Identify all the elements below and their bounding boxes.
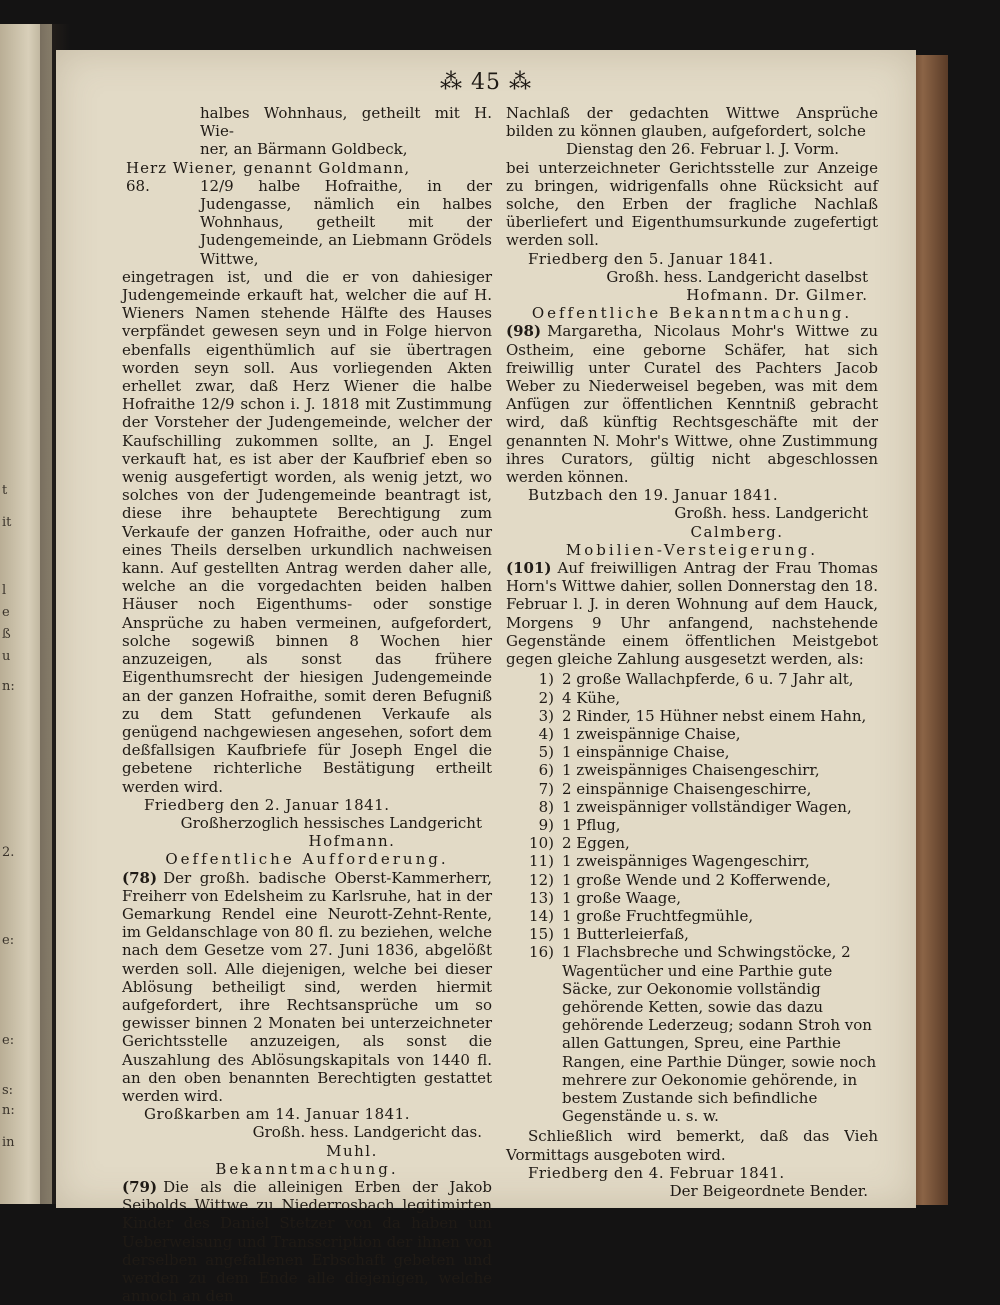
ornament-left: ⁂: [440, 70, 471, 95]
prev-page-fragment: l: [2, 583, 7, 598]
notice-79-signature-names: Hofmann. Dr. Gilmer.: [686, 286, 868, 305]
prev-page-fragment: in: [2, 1135, 15, 1150]
auction-item-number: 5): [538, 743, 554, 762]
auction-item-number: 15): [529, 925, 554, 944]
auction-item-number: 4): [538, 724, 554, 743]
notice-98-signature-court: Großh. hess. Landgericht: [674, 504, 868, 523]
auction-item-text: 1 einspännige Chaise,: [562, 743, 730, 762]
notice-101-heading: Mobilien-Versteigerung.: [565, 540, 819, 559]
prev-page-fragment: 2.: [2, 845, 15, 860]
notice-78-signature-name: Muhl.: [326, 1141, 378, 1160]
notice-68-signature-court: Großherzoglich hessisches Landgericht: [180, 813, 482, 832]
auction-item: [506, 689, 878, 707]
auction-item-text: 2 Rinder, 15 Hühner nebst einem Hahn,: [562, 706, 867, 725]
notice-79-body: [122, 1178, 492, 1305]
auction-item-text: 1 große Waage,: [562, 888, 682, 907]
auction-item: [506, 907, 878, 925]
auction-item-text: 1 Pflug,: [562, 815, 621, 834]
auction-item-text: 4 Kühe,: [562, 688, 621, 707]
auction-item: [506, 834, 878, 852]
auction-item-list: [506, 670, 878, 1125]
notice-101-number: (101): [506, 559, 552, 578]
notice-78-number: (78): [122, 868, 158, 887]
auction-item: [506, 780, 878, 798]
auction-item-number: 14): [529, 906, 554, 925]
auction-item-text: 2 große Wallachpferde, 6 u. 7 Jahr alt,: [562, 670, 854, 689]
auction-item: [506, 816, 878, 834]
notice-78-place-date: Großkarben am 14. Januar 1841.: [144, 1105, 410, 1124]
auction-item-number: 16): [529, 943, 554, 962]
prev-page-fragment: u: [2, 649, 11, 664]
auction-item-text: 1 große Wende und 2 Kofferwende,: [562, 870, 831, 889]
notice-79-heading: Bekanntmachung.: [215, 1159, 399, 1178]
auction-item-number: 3): [538, 706, 554, 725]
auction-item: [506, 889, 878, 907]
prev-page-fragment: it: [2, 515, 12, 530]
auction-item: [506, 743, 878, 761]
auction-item: [506, 925, 878, 943]
auction-item-number: 8): [538, 797, 554, 816]
notice-68-name: Herz Wiener, genannt Goldmann,: [126, 158, 411, 177]
notice-79-place-date: Friedberg den 5. Januar 1841.: [528, 249, 774, 268]
notice-79-end: bei unterzeichneter Gerichtsstelle zur Anzeige zu bringen, widrigenfalls ohne Rücksicht auf solche, den Erben der fragliche Nachlaß überliefert und Eigenthumsurkunde zugefertigt werden soll.: [506, 158, 878, 250]
notice-101-place-date: Friedberg den 4. Februar 1841.: [528, 1163, 785, 1182]
auction-item-text: 1 zweispännige Chaise,: [562, 724, 741, 743]
notice-79-number: (79): [122, 1177, 158, 1196]
auction-item-text: 1 Flachsbreche und Schwingstöcke, 2 Wagentücher und eine Parthie gute Säcke, zur Oekonomie vollständig gehörende Ketten, sowie das dazu gehörende Lederzeug; sodann Stroh von allen Gattungen, Spreu, eine Parthie Rangen, eine Parthie Dünger, sowie noch mehrere zur Oekonomie gehörende, in bestem Zustande sich befindliche Gegenstände u. s. w.: [562, 943, 877, 1126]
notice-68-number: 68.: [126, 176, 150, 195]
left-column: [122, 104, 492, 1305]
book-page-edges: [912, 55, 948, 1205]
notice-68-line: halbes Wohnhaus, getheilt mit H. Wie-: [200, 104, 492, 141]
notice-98-signature-name: Calmberg.: [690, 522, 784, 541]
notice-78-heading: Oeffentliche Aufforderung.: [165, 850, 449, 869]
notice-68-signature-name: Hofmann.: [308, 832, 396, 851]
auction-item-number: 9): [538, 815, 554, 834]
notice-78-signature-court: Großh. hess. Landgericht das.: [252, 1123, 482, 1142]
auction-item: [506, 725, 878, 743]
auction-item-text: 2 Eggen,: [562, 834, 630, 853]
auction-item: [506, 670, 878, 688]
notice-98-heading: Oeffentliche Bekanntmachung.: [531, 304, 853, 323]
auction-item-text: 1 zweispänniger vollständiger Wagen,: [562, 797, 852, 816]
auction-item: [506, 761, 878, 779]
auction-item: [506, 852, 878, 870]
auction-item-number: 1): [538, 670, 554, 689]
auction-item-number: 7): [538, 779, 554, 798]
notice-98-number: (98): [506, 322, 542, 341]
page-number: ⁂ 45 ⁂: [440, 70, 532, 95]
notice-78-text: Der großh. badische Oberst-Kammerherr, Freiherr von Edelsheim zu Karlsruhe, hat in der Gemarkung Rendel eine Neurott-Zehnt-Rente, im Geldanschlage von 80 fl. zu beziehen, welche nach dem Gesetze vom 27. Juni 1836, abgelößt werden soll. Alle diejenigen, welche bei dieser Ablösung betheiligt sind, werden hiermit aufgefordert, ihre Rechtsansprüche um so gewisser binnen 2 Monaten bei unterzeichneter Gerichtsstelle anzuzeigen, als sonst die Auszahlung des Ablösungskapitals von 1440 fl. an den oben benannten Berechtigten gestattet werden wird.: [122, 868, 492, 1105]
auction-item-number: 13): [529, 888, 554, 907]
notice-79-text: Die als die alleinigen Erben der Jakob Seibolds Wittwe zu Niederrosbach legitimirten Kinder des Daniel Stetzer von da haben um Ueberweisung und Transscription der ihnen von derselben angefallenen Erbschaft gebeten und werden zu dem Ende alle diejenigen, welche annoch an den: [122, 1177, 492, 1305]
notice-79-signature-court: Großh. hess. Landgericht daselbst: [606, 267, 868, 286]
prev-page-fragment: e: [2, 605, 10, 620]
auction-item: [506, 707, 878, 725]
page-45: [56, 50, 916, 1305]
notice-68-line: ner, an Bärmann Goldbeck,: [200, 140, 408, 159]
prev-page-fragment: s:: [2, 1083, 14, 1098]
prev-page-fragment: e:: [2, 933, 15, 948]
auction-item-number: 2): [538, 688, 554, 707]
notice-101-text: Auf freiwilligen Antrag der Frau Thomas Horn's Wittwe dahier, sollen Donnerstag den 18. Februar l. J. in deren Wohnung auf dem Hauck, Morgens 9 Uhr anfangend, nachstehende Gegenstände einem öffentlichen Meistgebot gegen gleiche Zahlung ausgesetzt werden, als:: [506, 559, 878, 669]
auction-item-text: 1 große Fruchtfegmühle,: [562, 906, 754, 925]
notice-68-body: eingetragen ist, und die er von dahiesiger Judengemeinde erkauft hat, welcher die auf H. Wieners Namen stehende Hälfte des Hauses verpfändet gewesen seyn und in Folge hiervon ebenfalls eigenthümlich auf sie übertragen worden seyn soll. Aus vorliegenden Akten erhellet zwar, daß Herz Wiener die halbe Hofraithe 12/9 schon i. J. 1818 mit Zustimmung der Vorsteher der Judengemeinde, welcher der Kaufschilling zukommen sollte, an J. Engel verkauft hat, es ist aber der Kaufbrief eben so wenig ausgefertigt worden, als wenig jetzt, wo solches von der Judengemeinde beantragt ist, diese ihre behauptete Berechtigung zum Verkaufe der ganzen Hofraithe, oder auch nur eines Theils derselben urkundlich nachweisen kann. Auf gestellten Antrag werden daher alle, welche an die vorgedachten beiden halben Häuser noch Eigenthums- oder sonstige Ansprüche zu haben vermeinen, aufgefordert, solche sogewiß binnen 8 Wochen hier anzuzeigen, als sonst das frühere Eigenthumsrecht der hiesigen Judengemeinde an der ganzen Hofraithe, somit deren Befugniß zu dem Statt gefundenen Verkaufe als genügend nachgewiesen angesehen, sofort dem deßfallsigen Kaufbriefe für Joseph Engel die gebetene richterliche Bestätigung ertheilt werden wird.: [122, 267, 492, 796]
notice-98-text: Margaretha, Nicolaus Mohr's Wittwe zu Ostheim, eine geborne Schäfer, hat sich freiwillig unter Curatel des Pachters Jacob Weber zu Niederweisel begeben, was mit dem Anfügen zur öffentlichen Kenntniß gebracht wird, daß künftig Rechtsgeschäfte mit der genannten N. Mohr's Wittwe, ohne Zustimmung ihres Curators, gültig nicht abgeschlossen werden können.: [506, 322, 878, 487]
notice-98-place-date: Butzbach den 19. Januar 1841.: [528, 486, 779, 505]
auction-item-number: 11): [529, 852, 554, 871]
auction-item-text: 1 Butterleierfaß,: [562, 925, 689, 944]
auction-item-text: 1 zweispänniges Wagengeschirr,: [562, 852, 810, 871]
auction-item-text: 2 einspännige Chaisengeschirre,: [562, 779, 812, 798]
auction-item: [506, 871, 878, 889]
prev-page-fragment: e:: [2, 1033, 15, 1048]
auction-item-number: 10): [529, 834, 554, 853]
auction-item: [506, 798, 878, 816]
prev-page-fragment: t: [2, 483, 8, 498]
notice-79-date: Dienstag den 26. Februar l. J. Vorm.: [566, 140, 840, 159]
auction-item: [506, 943, 878, 1125]
auction-item-number: 6): [538, 761, 554, 780]
notice-101-body: [506, 559, 878, 668]
notice-101-closing: Schließlich wird bemerkt, daß das Vieh Vormittags ausgeboten wird.: [506, 1127, 878, 1164]
notice-101-signature: Der Beigeordnete Bender.: [669, 1181, 868, 1200]
notice-68-place-date: Friedberg den 2. Januar 1841.: [144, 795, 390, 814]
right-column: [506, 104, 878, 1200]
auction-item-number: 12): [529, 870, 554, 889]
notice-79-continued: Nachlaß der gedachten Wittwe Ansprüche bilden zu können glauben, aufgefordert, solche: [506, 104, 878, 141]
prev-page-fragment: n:: [2, 679, 15, 694]
notice-68-item: [122, 177, 492, 268]
notice-98-body: [506, 322, 878, 486]
notice-78-body: [122, 869, 492, 1106]
ornament-right: ⁂: [501, 70, 532, 95]
auction-item-text: 1 zweispänniges Chaisengeschirr,: [562, 761, 820, 780]
prev-page-fragment: n:: [2, 1103, 15, 1118]
notice-68-item-text: 12/9 halbe Hofraithe, in der Judengasse, nämlich ein halbes Wohnhaus, getheilt mit der Judengemeinde, an Liebmann Grödels Wittwe,: [200, 176, 492, 268]
prev-page-fragment: ß: [2, 627, 11, 642]
